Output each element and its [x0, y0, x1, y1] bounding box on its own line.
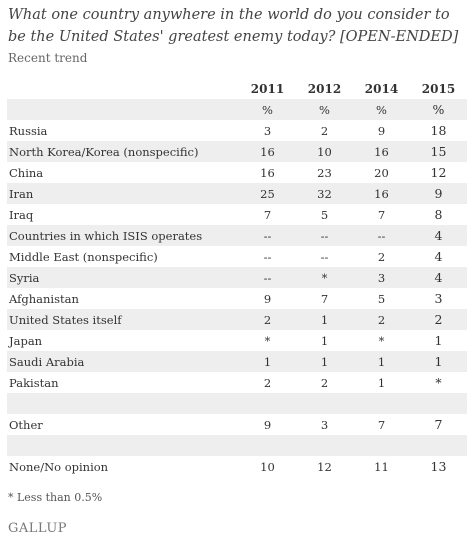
- value-cell: 16: [239, 141, 296, 162]
- value-cell: *: [264, 333, 271, 348]
- table-row: [7, 267, 467, 288]
- value-cell: --: [296, 225, 353, 246]
- value-cell: --: [239, 225, 296, 246]
- table-row: [7, 225, 467, 246]
- col-header-2011: 2011: [250, 81, 285, 96]
- value-cell: 9: [377, 123, 386, 138]
- value-cell: 5: [320, 207, 329, 222]
- value-cell: 2: [320, 123, 329, 138]
- value-cell: 18: [430, 123, 447, 138]
- value-cell: --: [320, 249, 329, 264]
- value-cell: 13: [430, 459, 447, 474]
- value-cell: 32: [296, 183, 353, 204]
- value-cell: [296, 435, 353, 456]
- value-cell: [296, 393, 353, 414]
- value-cell: [239, 435, 296, 456]
- value-cell: *: [378, 333, 385, 348]
- value-cell: 2: [263, 375, 272, 390]
- value-cell: 4: [410, 267, 467, 288]
- results-table: [7, 78, 467, 477]
- value-cell: 3: [434, 291, 443, 306]
- value-cell: 4: [410, 225, 467, 246]
- value-cell: 7: [377, 417, 386, 432]
- col-header-2012: 2012: [307, 81, 342, 96]
- row-label: Russia: [9, 123, 48, 138]
- percent-row: [7, 99, 467, 120]
- value-cell: [239, 393, 296, 414]
- row-label: [7, 393, 239, 414]
- value-cell: 3: [320, 417, 329, 432]
- value-cell: 1: [296, 309, 353, 330]
- percent-cell: %: [353, 99, 410, 120]
- value-cell: 9: [410, 183, 467, 204]
- value-cell: 1: [320, 333, 329, 348]
- value-cell: 9: [263, 417, 272, 432]
- value-cell: 2: [377, 249, 386, 264]
- table-row: [7, 330, 467, 351]
- value-cell: 16: [353, 183, 410, 204]
- table-row: [7, 309, 467, 330]
- value-cell: 23: [317, 165, 332, 180]
- value-cell: 7: [263, 207, 272, 222]
- table-body: [7, 99, 467, 477]
- row-label: North Korea/Korea (nonspecific): [7, 141, 239, 162]
- value-cell: 5: [377, 291, 386, 306]
- percent-cell: %: [296, 99, 353, 120]
- row-label: None/No opinion: [9, 459, 109, 474]
- row-label: United States itself: [7, 309, 239, 330]
- table-row: [7, 414, 467, 435]
- row-label: Saudi Arabia: [7, 351, 239, 372]
- row-label: [7, 435, 239, 456]
- value-cell: 25: [239, 183, 296, 204]
- row-label: Iraq: [9, 207, 34, 222]
- value-cell: 16: [353, 141, 410, 162]
- row-label: Pakistan: [9, 375, 59, 390]
- percent-cell: %: [239, 99, 296, 120]
- value-cell: 11: [374, 459, 389, 474]
- value-cell: 1: [377, 375, 386, 390]
- table-row: [7, 351, 467, 372]
- table-row: [7, 204, 467, 225]
- value-cell: *: [435, 375, 442, 390]
- value-cell: 1: [434, 333, 443, 348]
- subtitle: Recent trend: [8, 51, 88, 65]
- row-label: Iran: [7, 183, 239, 204]
- value-cell: [353, 393, 410, 414]
- value-cell: 15: [410, 141, 467, 162]
- percent-cell: %: [410, 99, 467, 120]
- col-header-2015: 2015: [421, 81, 456, 96]
- value-cell: --: [239, 267, 296, 288]
- row-label: Afghanistan: [9, 291, 79, 306]
- value-cell: 12: [317, 459, 332, 474]
- value-cell: [410, 393, 467, 414]
- row-label: Syria: [7, 267, 239, 288]
- value-cell: 2: [410, 309, 467, 330]
- header-row: [7, 78, 467, 99]
- row-label: Countries in which ISIS operates: [7, 225, 239, 246]
- table-row: [7, 246, 467, 267]
- value-cell: 7: [377, 207, 386, 222]
- value-cell: --: [263, 249, 272, 264]
- table-row: [7, 162, 467, 183]
- row-label: Other: [9, 417, 43, 432]
- value-cell: 4: [434, 249, 443, 264]
- table-row: [7, 141, 467, 162]
- value-cell: *: [296, 267, 353, 288]
- value-cell: 3: [353, 267, 410, 288]
- row-label: China: [9, 165, 44, 180]
- value-cell: 1: [239, 351, 296, 372]
- row-label: Japan: [9, 333, 43, 348]
- table-row: [7, 456, 467, 477]
- gallup-logo: GALLUP: [8, 521, 68, 536]
- value-cell: 1: [296, 351, 353, 372]
- value-cell: 16: [260, 165, 275, 180]
- value-cell: --: [353, 225, 410, 246]
- value-cell: 1: [353, 351, 410, 372]
- value-cell: 20: [374, 165, 389, 180]
- value-cell: [410, 435, 467, 456]
- value-cell: 10: [296, 141, 353, 162]
- value-cell: 2: [239, 309, 296, 330]
- value-cell: 8: [434, 207, 443, 222]
- col-header-2014: 2014: [364, 81, 399, 96]
- value-cell: 7: [434, 417, 443, 432]
- table-row: [7, 183, 467, 204]
- value-cell: 9: [263, 291, 272, 306]
- header-label-cell: [7, 78, 239, 99]
- table-row: [7, 435, 467, 456]
- table-row: [7, 288, 467, 309]
- table-row: [7, 120, 467, 141]
- value-cell: 1: [410, 351, 467, 372]
- table-row: [7, 372, 467, 393]
- row-label: Middle East (nonspecific): [9, 249, 158, 264]
- value-cell: 12: [430, 165, 447, 180]
- question-title: What one country anywhere in the world do you consider to be the United States' greatest enemy today? [OPEN-ENDED]: [8, 7, 459, 45]
- value-cell: 3: [263, 123, 272, 138]
- percent-row-label: [7, 99, 239, 120]
- value-cell: 7: [320, 291, 329, 306]
- footnote: * Less than 0.5%: [8, 491, 103, 504]
- value-cell: 2: [320, 375, 329, 390]
- value-cell: 10: [260, 459, 275, 474]
- value-cell: 2: [353, 309, 410, 330]
- value-cell: [353, 435, 410, 456]
- table-row: [7, 393, 467, 414]
